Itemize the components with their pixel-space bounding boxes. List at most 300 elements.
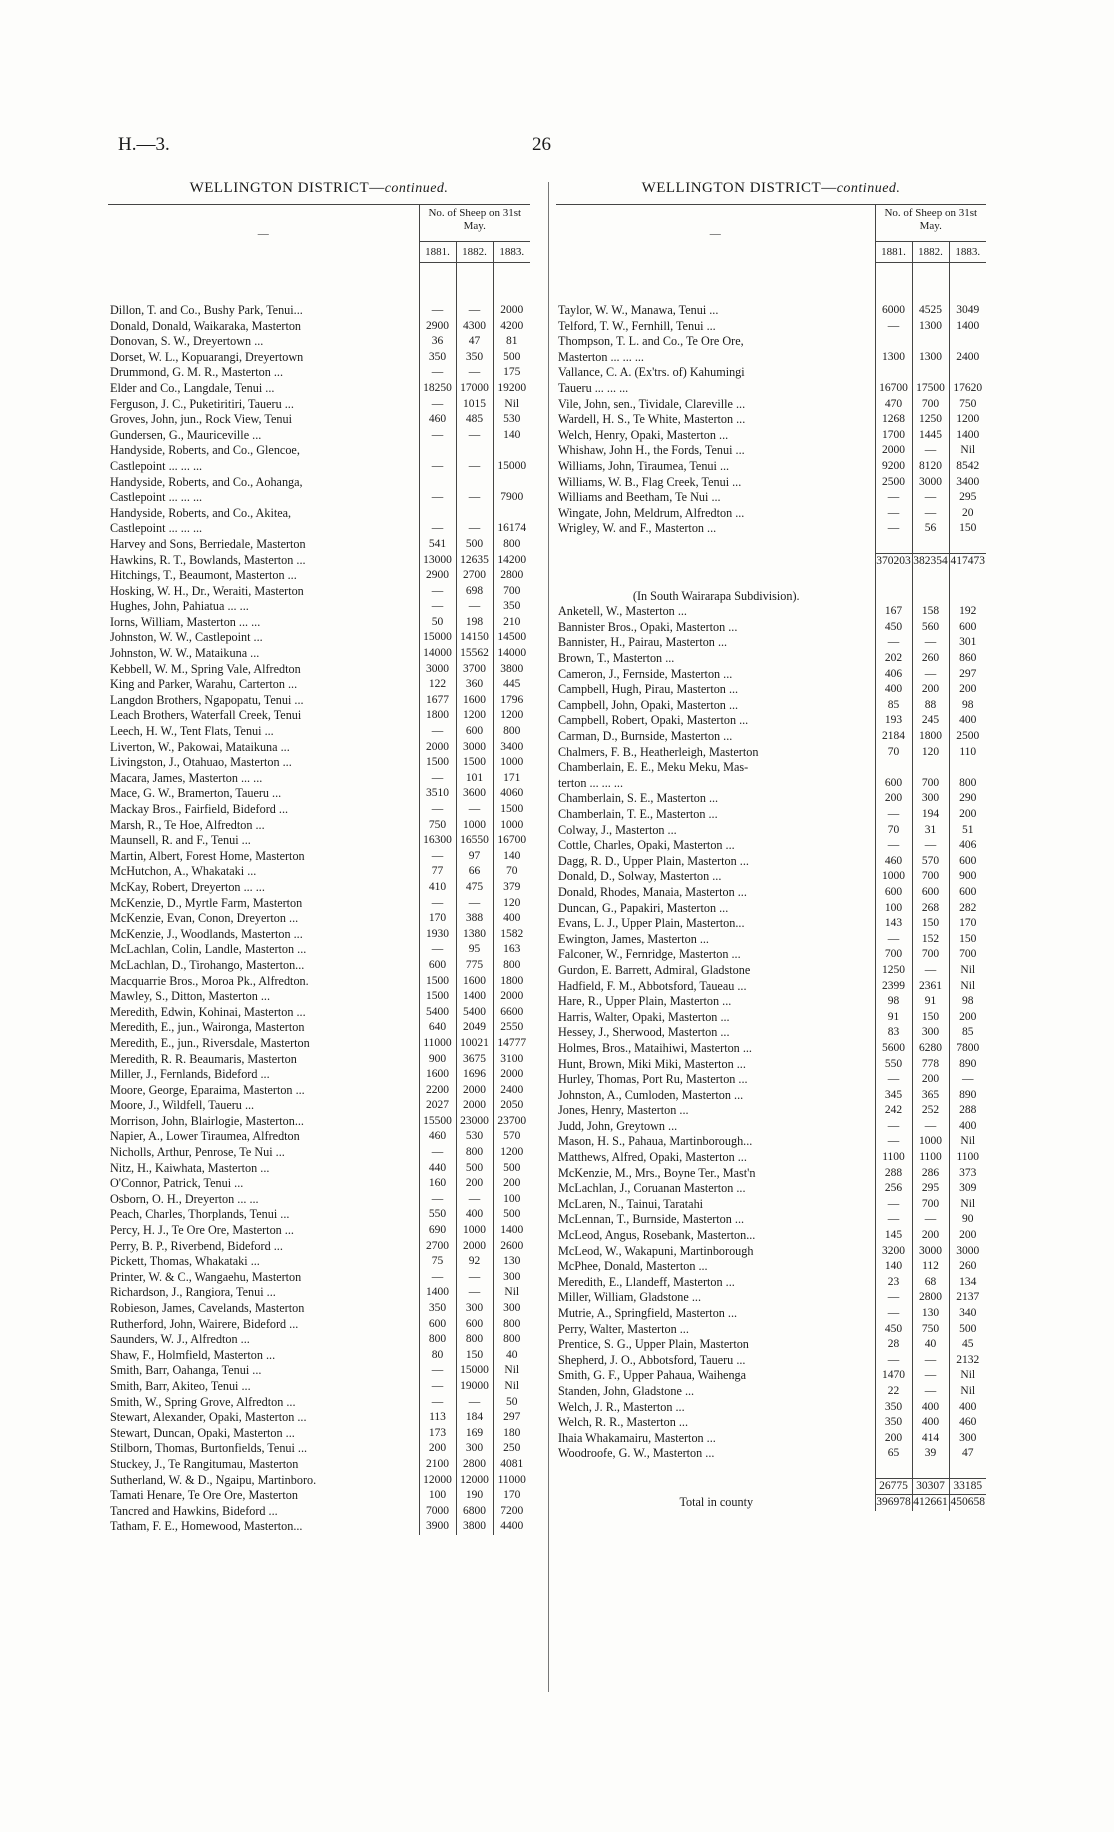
sheep-count-cell: 200 [949,1010,986,1026]
sheep-count-cell: 22 [875,1384,912,1400]
sheep-count-cell: 113 [419,1410,456,1426]
sheep-count-cell: — [875,1134,912,1150]
table-row [556,381,986,397]
owner-cell: Langdon Brothers, Ngapopatu, Tenui ... [110,692,304,707]
sheep-count-cell: — [456,1285,493,1301]
owner-cell: Smith, Barr, Akiteo, Tenui ... [110,1378,251,1393]
sheep-count-cell: 45 [949,1337,986,1353]
sheep-count-cell: 414 [912,1431,949,1447]
subtotal-row [556,1478,986,1495]
sheep-count-cell: 1000 [912,1134,949,1150]
owner-cell: Rutherford, John, Wairere, Bideford ... [110,1316,299,1331]
sheep-count-cell: 750 [912,1322,949,1338]
sheep-count-cell: 460 [419,412,456,428]
sheep-count-cell: 112 [912,1259,949,1275]
sheep-count-cell: 600 [949,885,986,901]
table-row [556,1228,986,1244]
owner-cell: Vile, John, sen., Tividale, Clareville ... [558,396,746,411]
sheep-count-cell: 800 [493,1332,530,1348]
sheep-count-cell: 460 [875,854,912,870]
sheep-count-cell: 300 [949,1431,986,1447]
sheep-count-cell: 309 [949,1181,986,1197]
sheep-count-cell: 158 [912,604,949,620]
sheep-count-cell: 200 [949,1228,986,1244]
sheep-count-cell: — [912,443,949,459]
sheep-count-cell: 400 [493,911,530,927]
table-row [108,1395,530,1411]
owner-cell: Saunders, W. J., Alfredton ... [110,1332,250,1347]
sheep-count-cell: 70 [875,745,912,761]
sheep-count-cell: 2400 [949,350,986,366]
owner-cell: Williams and Beetham, Te Nui ... [558,490,721,505]
name-column-header: — [108,205,419,263]
table-row [556,1337,986,1353]
table-row [108,1488,530,1504]
owner-cell: terton ... ... ... [558,775,623,790]
owner-cell: Wrigley, W. and F., Masterton ... [558,521,717,536]
sheep-count-cell: 250 [493,1441,530,1457]
sheep-count-cell: 800 [419,1332,456,1348]
owner-cell: Mace, G. W., Bramerton, Taueru ... [110,786,282,801]
sheep-count-cell: 150 [949,932,986,948]
sheep-count-cell: 2000 [456,1083,493,1099]
sheep-count-cell: 475 [456,880,493,896]
sheep-count-cell: 170 [419,911,456,927]
year-header: 1883. [493,242,530,263]
sheep-count-cell: 3000 [949,1244,986,1260]
sheep-count-cell: 288 [949,1103,986,1119]
owner-cell: Hare, R., Upper Plain, Masterton ... [558,994,732,1009]
sheep-count-cell: 560 [912,620,949,636]
owner-cell: Chamberlain, T. E., Masterton ... [558,807,718,821]
owner-cell: Donald, Rhodes, Manaia, Masterton ... [558,884,747,899]
owner-cell: McKenzie, J., Woodlands, Masterton ... [110,926,303,941]
owner-cell: Smith, Barr, Oahanga, Tenui ... [110,1363,262,1378]
sheep-count-cell: 3400 [493,740,530,756]
sheep-count-cell: 600 [419,1317,456,1333]
table-row [108,1161,530,1177]
table-row [108,974,530,990]
sheep-count-cell: 1796 [493,693,530,709]
table-row [108,1457,530,1473]
sheep-count-cell: — [456,1270,493,1286]
sheep-count-cell: — [419,459,456,475]
table-row [556,1088,986,1104]
owner-cell: Falconer, W., Fernridge, Masterton ... [558,947,741,962]
table-spacer [556,263,986,304]
sheep-count-cell: 122 [419,677,456,693]
owner-cell: Tatham, F. E., Homewood, Masterton... [110,1519,303,1534]
sheep-count-cell: 345 [875,1088,912,1104]
sheep-count-cell: 1445 [912,428,949,444]
sheep-count-cell: 3000 [456,740,493,756]
sheep-count-cell: 260 [912,651,949,667]
sheep-count-cell: 70 [493,864,530,880]
table-row [108,880,530,896]
sheep-count-cell: 2600 [493,1239,530,1255]
sheep-count-cell: 15500 [419,1114,456,1130]
table-row [556,885,986,901]
owner-cell: Donald, D., Solway, Masterton ... [558,869,722,884]
table-row [108,1192,530,1208]
sheep-count-cell: 130 [912,1306,949,1322]
sheep-count-cell: 406 [875,667,912,683]
table-row [108,1223,530,1239]
owner-cell: Elder and Co., Langdale, Tenui ... [110,380,275,395]
table-row [108,1254,530,1270]
owner-cell: McLachlan, Colin, Landle, Masterton ... [110,942,307,957]
owner-cell: Livingston, J., Otahuao, Masterton ... [110,755,292,770]
table-row [556,1072,986,1088]
sheep-count-cell: 1600 [456,693,493,709]
table-row [556,334,986,350]
sheep-count-cell: 3675 [456,1052,493,1068]
owner-cell: Moore, J., Wildfell, Taueru ... [110,1098,255,1113]
sheep-count-cell: — [456,1395,493,1411]
sheep-count-cell: 1000 [493,818,530,834]
sheep-count-cell: Nil [493,1363,530,1379]
sheep-count-cell: 40 [493,1348,530,1364]
table-row [556,1197,986,1213]
sheep-count-cell: 340 [949,1306,986,1322]
sheep-count-cell: 5400 [456,1005,493,1021]
owner-cell: Stuckey, J., Te Rangitumau, Masterton [110,1456,299,1471]
owner-cell: Johnston, W. W., Castlepoint ... [110,630,263,645]
sheep-count-cell: 600 [949,620,986,636]
table-row [108,833,530,849]
owner-cell: Jones, Henry, Masterton ... [558,1103,689,1118]
sheep-count-cell: — [419,490,456,506]
sheep-count-cell: 140 [493,428,530,444]
sheep-count-cell: 860 [949,651,986,667]
owner-cell: Stewart, Alexander, Opaki, Masterton ... [110,1410,307,1425]
table-row [108,1426,530,1442]
sheep-count-cell: 17620 [949,381,986,397]
sheep-count-cell: 173 [419,1426,456,1442]
sheep-count-cell: 450 [875,620,912,636]
sheep-count-cell: 12635 [456,553,493,569]
table-row [108,1145,530,1161]
sheep-count-cell: 1800 [419,708,456,724]
sheep-count-cell: 600 [912,885,949,901]
name-column-header: — [556,205,875,263]
sheep-count-cell: — [419,599,456,615]
table-row [556,1041,986,1057]
owner-cell: Percy, H. J., Te Ore Ore, Masterton ... [110,1223,294,1238]
table-row [108,708,530,724]
sheep-count-cell: 350 [875,1415,912,1431]
table-row [108,1052,530,1068]
sheep-count-cell: 2361 [912,979,949,995]
sheep-count-cell: 1000 [456,818,493,834]
sheep-count-cell: — [912,1119,949,1135]
sheep-count-cell: 170 [493,1488,530,1504]
sheep-count-cell: 95 [456,942,493,958]
owner-cell: Handyside, Roberts, and Co., Glencoe, [110,443,300,458]
sheep-count-cell: — [419,724,456,740]
table-row [556,1431,986,1447]
sheep-count-cell: — [419,397,456,413]
right-column [556,180,986,1511]
sheep-count-cell: 160 [419,1176,456,1192]
owner-cell: Gurdon, E. Barrett, Admiral, Gladstone [558,962,751,977]
sheep-count-cell: 169 [456,1426,493,1442]
sheep-count-cell: 40 [912,1337,949,1353]
sheep-count-cell: 260 [949,1259,986,1275]
sheep-count-header: No. of Sheep on 31st May. [875,205,986,242]
sheep-count-cell: 11000 [419,1036,456,1052]
owner-cell: McLachlan, J., Coruanan Masterton ... [558,1181,746,1196]
sheep-count-cell: 900 [949,869,986,885]
table-row [556,1259,986,1275]
table-row [556,901,986,917]
sheep-count-cell: — [419,428,456,444]
sheep-count-cell: 350 [419,1301,456,1317]
sheep-count-cell: 550 [875,1057,912,1073]
owner-cell: Hosking, W. H., Dr., Weraiti, Masterton [110,583,304,598]
sheep-count-cell: 91 [875,1010,912,1026]
sheep-count-cell: 460 [949,1415,986,1431]
sheep-count-cell: — [875,1306,912,1322]
sheep-count-cell: 3800 [493,662,530,678]
sheep-count-cell: 600 [456,1317,493,1333]
sheep-count-cell: 2000 [875,443,912,459]
year-header: 1882. [912,242,949,263]
owner-cell: Wingate, John, Meldrum, Alfredton ... [558,505,745,520]
sheep-count-cell: 5600 [875,1041,912,1057]
sheep-count-cell: 750 [419,818,456,834]
left-sheep-table [108,204,530,1535]
owner-cell: Donald, Donald, Waikaraka, Masterton [110,318,302,333]
sheep-count-cell: 152 [912,932,949,948]
total-cell: 30307 [912,1478,949,1495]
sheep-count-cell: 500 [949,1322,986,1338]
sheep-count-cell: 200 [912,1228,949,1244]
sheep-count-cell: Nil [949,1197,986,1213]
sheep-count-cell: 202 [875,651,912,667]
sheep-count-cell: 163 [493,942,530,958]
owner-cell: Marsh, R., Te Hoe, Alfredton ... [110,817,265,832]
sheep-count-cell: 7200 [493,1504,530,1520]
sheep-count-cell: 750 [949,397,986,413]
sheep-count-cell: — [912,1368,949,1384]
sheep-count-cell [419,443,456,459]
sheep-count-cell: 16174 [493,521,530,537]
sheep-count-cell: 200 [949,682,986,698]
table-row [556,1212,986,1228]
table-row [108,927,530,943]
sheep-count-cell: — [875,521,912,537]
sheep-count-cell: — [456,365,493,381]
sheep-count-cell: 83 [875,1025,912,1041]
owner-cell: Woodroofe, G. W., Masterton ... [558,1446,715,1461]
table-row [108,506,530,522]
sheep-count-cell: 2800 [456,1457,493,1473]
sheep-count-cell: 15000 [493,459,530,475]
left-district-title: WELLINGTON DISTRICT—continued. [189,180,449,196]
sheep-count-cell: 500 [456,537,493,553]
table-row [556,620,986,636]
owner-cell: Pickett, Thomas, Whakataki ... [110,1254,260,1269]
table-row [108,693,530,709]
owner-cell: Ferguson, J. C., Puketiritiri, Taueru ... [110,396,294,411]
owner-cell: Hawkins, R. T., Bowlands, Masterton ... [110,552,306,567]
table-row [556,1166,986,1182]
owner-cell: Chamberlain, E. E., Meku Meku, Mas- [558,760,749,775]
table-row [108,740,530,756]
sheep-count-cell: 1470 [875,1368,912,1384]
table-row [108,1504,530,1520]
sheep-count-cell: 120 [493,896,530,912]
sheep-count-cell: — [419,1379,456,1395]
sheep-count-cell: 800 [493,537,530,553]
owner-cell: Perry, B. P., Riverbend, Bideford ... [110,1238,283,1253]
table-row [556,1353,986,1369]
sheep-count-cell: 400 [456,1207,493,1223]
sheep-count-cell: 300 [493,1270,530,1286]
owner-cell: Richardson, J., Rangiora, Tenui ... [110,1285,276,1300]
table-row [108,459,530,475]
sheep-count-cell: 47 [456,334,493,350]
owner-cell: Liverton, W., Pakowai, Mataikuna ... [110,739,290,754]
sheep-count-cell [912,760,949,776]
sheep-count-cell [912,334,949,350]
table-row [108,1005,530,1021]
sheep-count-cell: — [875,1290,912,1306]
sheep-count-cell: 130 [493,1254,530,1270]
total-cell: 412661 [912,1495,949,1511]
sheep-count-cell: 890 [949,1088,986,1104]
owner-cell: McPhee, Donald, Masterton ... [558,1259,708,1274]
owner-cell: Castlepoint ... ... ... [110,521,203,536]
sheep-count-cell: 20 [949,506,986,522]
sheep-count-cell: 1500 [419,755,456,771]
sheep-count-cell: 3400 [949,475,986,491]
sheep-count-cell: 39 [912,1446,949,1462]
table-row [108,553,530,569]
sheep-count-cell: 288 [875,1166,912,1182]
owner-cell: Napier, A., Lower Tiraumea, Alfredton [110,1129,300,1144]
table-row [108,490,530,506]
total-cell: 33185 [949,1478,986,1495]
owner-cell: McKay, Robert, Dreyerton ... ... [110,879,265,894]
sheep-count-cell: — [912,1212,949,1228]
sheep-count-cell: 3600 [456,786,493,802]
sheep-count-cell: — [456,599,493,615]
sheep-count-cell: 1300 [912,350,949,366]
sheep-count-cell: — [456,428,493,444]
owner-cell: Miller, J., Fernlands, Bideford ... [110,1067,270,1082]
owner-cell: Cottle, Charles, Opaki, Masterton ... [558,838,735,853]
table-row [108,350,530,366]
table-row [556,1290,986,1306]
sheep-count-cell: 51 [949,823,986,839]
table-row [108,724,530,740]
sheep-count-cell: 700 [912,869,949,885]
sheep-count-cell: — [912,635,949,651]
sheep-count-cell: 3049 [949,303,986,319]
right-district-title: WELLINGTON DISTRICT—continued. [641,180,901,196]
owner-cell: Harvey and Sons, Berriedale, Masterton [110,536,306,551]
sheep-count-cell: 600 [875,885,912,901]
sheep-count-cell: 2000 [456,1098,493,1114]
table-row [108,319,530,335]
sheep-count-cell [875,334,912,350]
table-row [108,1519,530,1535]
sheep-count-cell: 4300 [456,319,493,335]
table-row [556,869,986,885]
sheep-count-cell: 150 [456,1348,493,1364]
sheep-count-cell: — [912,963,949,979]
sheep-count-cell: 4081 [493,1457,530,1473]
sheep-count-cell: — [912,1353,949,1369]
sheep-count-cell: 6000 [875,303,912,319]
sheep-count-cell: 406 [949,838,986,854]
sheep-count-cell: 800 [493,1317,530,1333]
sheep-count-cell: 85 [949,1025,986,1041]
owner-cell: Johnston, W. W., Mataikuna ... [110,646,260,661]
table-row [556,776,986,792]
sheep-count-cell: 210 [493,615,530,631]
sheep-count-cell: 1400 [456,989,493,1005]
owner-cell: Shaw, F., Holmfield, Masterton ... [110,1347,276,1362]
table-row [108,677,530,693]
sheep-count-cell: 485 [456,412,493,428]
sheep-count-cell: 150 [912,916,949,932]
table-row [556,651,986,667]
sheep-count-header: No. of Sheep on 31st May. [419,205,530,242]
table-row [556,1103,986,1119]
sheep-count-cell: 134 [949,1275,986,1291]
owner-cell: Welch, R. R., Masterton ... [558,1415,689,1430]
sheep-count-cell: 400 [949,1400,986,1416]
owner-cell: Williams, W. B., Flag Creek, Tenui ... [558,474,742,489]
sheep-count-cell: 1500 [419,974,456,990]
sheep-count-cell: Nil [949,1134,986,1150]
owner-cell: Meredith, R. R. Beaumaris, Masterton [110,1051,297,1066]
sheep-count-cell: 700 [912,397,949,413]
owner-cell: O'Connor, Patrick, Tenui ... [110,1176,244,1191]
sheep-count-cell: 2050 [493,1098,530,1114]
owner-cell: Stewart, Duncan, Opaki, Masterton ... [110,1425,295,1440]
table-row [556,1322,986,1338]
sheep-count-cell: — [419,802,456,818]
table-row [108,849,530,865]
sheep-count-cell: 300 [456,1301,493,1317]
owner-cell: Tamati Henare, Te Ore Ore, Masterton [110,1488,298,1503]
sheep-count-cell: 245 [912,713,949,729]
table-row [108,443,530,459]
owner-cell: Harris, Walter, Opaki, Masterton ... [558,1009,730,1024]
table-row [108,896,530,912]
sheep-count-cell: 80 [419,1348,456,1364]
sheep-count-cell: 400 [949,1119,986,1135]
owner-cell: Mackay Bros., Fairfield, Bideford ... [110,802,289,816]
sheep-count-cell: 700 [875,947,912,963]
sheep-count-cell: 150 [949,521,986,537]
sheep-count-cell: 171 [493,771,530,787]
table-row [108,615,530,631]
sheep-count-cell: 1380 [456,927,493,943]
sheep-count-cell: 3000 [912,475,949,491]
sheep-count-cell: 445 [493,677,530,693]
sheep-count-cell: 450 [875,1322,912,1338]
sheep-count-cell: — [875,506,912,522]
sheep-count-cell: 200 [875,1431,912,1447]
table-row [556,963,986,979]
sheep-count-cell: 101 [456,771,493,787]
sheep-count-cell: 140 [875,1259,912,1275]
